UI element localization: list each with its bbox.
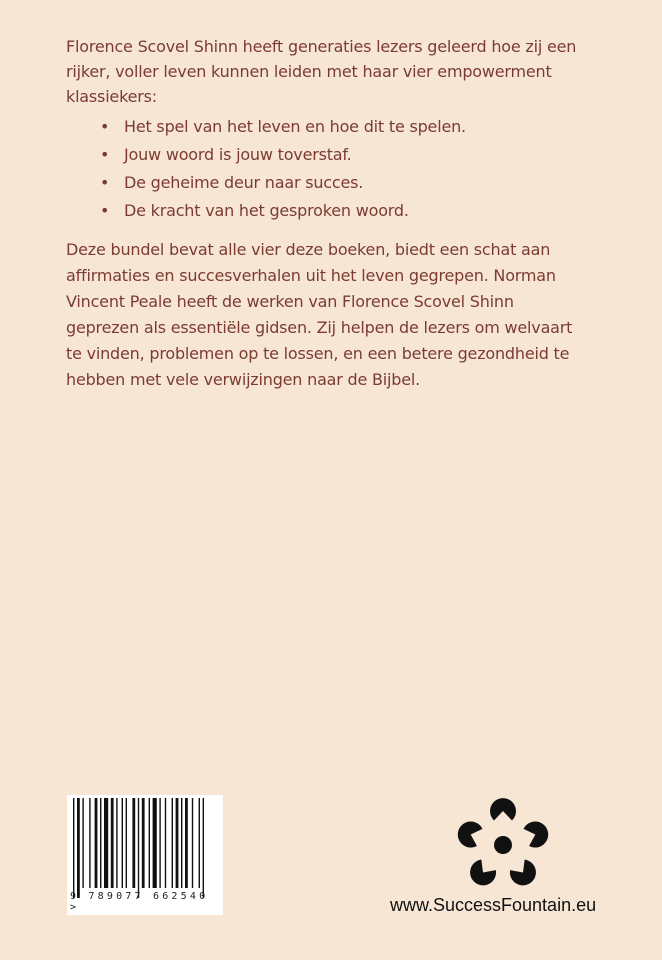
barcode-bar <box>149 798 150 888</box>
isbn-digits: 9 789077 662540 > <box>70 891 209 913</box>
barcode-bar <box>132 798 135 888</box>
barcode-bar <box>126 798 127 888</box>
barcode-bar <box>95 798 98 888</box>
barcode-bar <box>172 798 173 888</box>
logo-center <box>494 836 512 854</box>
body-line: Vincent Peale heeft de werken van Florence Scovel Shinn <box>66 292 514 311</box>
barcode-bar <box>176 798 179 888</box>
barcode-bar <box>104 798 108 888</box>
bullet-icon: • <box>100 145 110 164</box>
barcode-bar <box>138 798 139 898</box>
body-line: Deze bundel bevat alle vier deze boeken, biedt een schat aan <box>66 240 551 259</box>
barcode-bar <box>111 798 114 888</box>
bullet-icon: • <box>100 201 110 220</box>
bullet-icon: • <box>100 117 110 136</box>
barcode-bar <box>82 798 83 888</box>
body-line: geprezen als essentiële gidsen. Zij helpen de lezers om welvaart <box>66 318 573 337</box>
barcode-bars <box>73 798 217 898</box>
book-item: De geheime deur naar succes. <box>124 173 364 192</box>
isbn-barcode <box>67 795 223 915</box>
logo-petal <box>465 857 499 890</box>
body-line: te vinden, problemen op te lossen, en een betere gezondheid te <box>66 344 570 363</box>
book-item: Het spel van het leven en hoe dit te spelen. <box>124 117 466 136</box>
barcode-bar <box>203 798 204 898</box>
body-line: affirmaties en succesverhalen uit het leven gegrepen. Norman <box>66 266 556 285</box>
intro-line: klassiekers: <box>66 87 157 106</box>
publisher-url[interactable]: www.SuccessFountain.eu <box>390 895 597 915</box>
barcode-bar <box>192 798 193 888</box>
logo-petal <box>490 798 516 820</box>
book-item: Jouw woord is jouw toverstaf. <box>124 145 352 164</box>
barcode-bar <box>181 798 182 888</box>
intro-line: Florence Scovel Shinn heeft generaties lezers geleerd hoe zij een <box>66 37 577 56</box>
body-line: hebben met vele verwijzingen naar de Bijbel. <box>66 370 421 389</box>
barcode-bar <box>165 798 166 888</box>
intro-line: rijker, voller leven kunnen leiden met haar vier empowerment <box>66 62 552 81</box>
barcode-bar <box>100 798 101 888</box>
barcode-bar <box>73 798 74 898</box>
barcode-bar <box>159 798 160 888</box>
logo-petal <box>507 857 541 890</box>
barcode-bar <box>199 798 200 888</box>
book-item: De kracht van het gesproken woord. <box>124 201 409 220</box>
barcode-bar <box>122 798 123 888</box>
logo-petal <box>522 818 551 850</box>
barcode-bar <box>77 798 80 898</box>
bullet-icon: • <box>100 173 110 192</box>
logo-petal <box>455 818 484 850</box>
flower-logo-icon <box>455 795 551 891</box>
barcode-bar <box>153 798 157 888</box>
barcode-bar <box>185 798 188 888</box>
barcode-bar <box>116 798 117 888</box>
barcode-bar <box>142 798 145 888</box>
barcode-bar <box>89 798 90 888</box>
